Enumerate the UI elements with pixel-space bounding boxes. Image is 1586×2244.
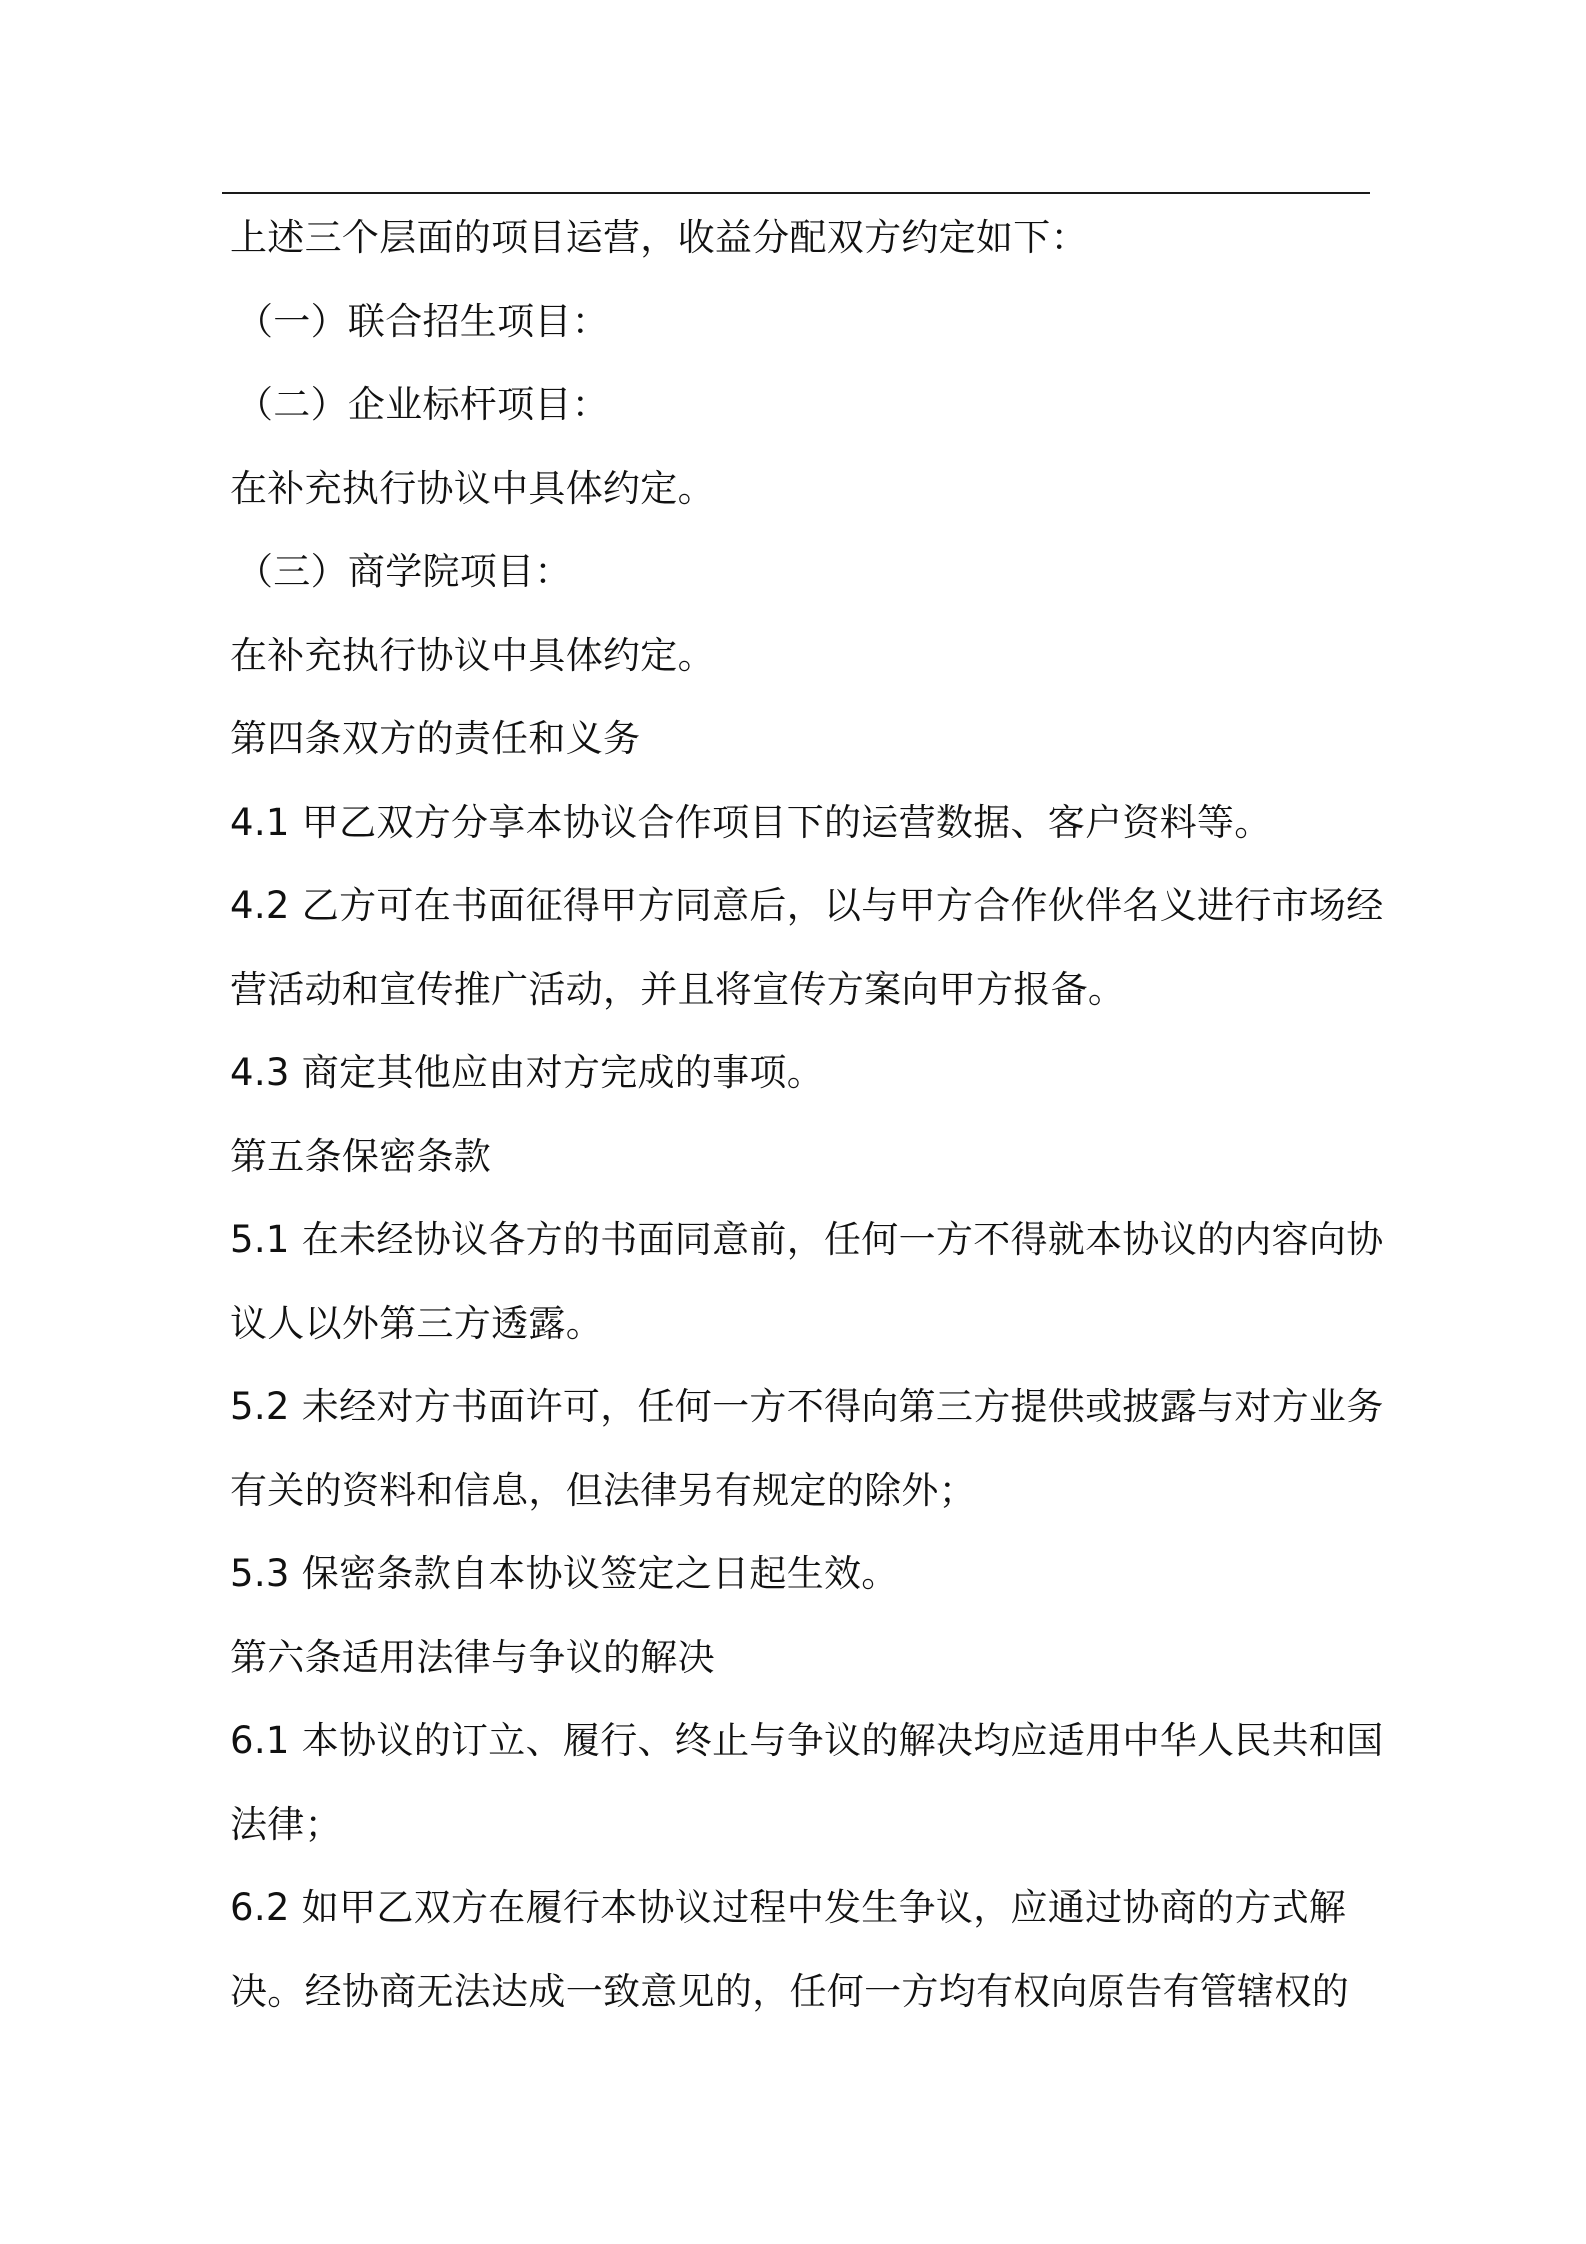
section-heading: 第五条保密条款 [230, 1134, 492, 1178]
text-line: 5.1 在未经协议各方的书面同意前，任何一方不得就本协议的内容向协 [230, 1218, 1384, 1261]
text-line: 6.2 如甲乙双方在履行本协议过程中发生争议，应通过协商的方式解 [230, 1886, 1347, 1929]
text-line: 4.3 商定其他应由对方完成的事项。 [230, 1051, 825, 1094]
text-line: （一）联合招生项目： [236, 299, 609, 343]
text-line: 5.2 未经对方书面许可，任何一方不得向第三方提供或披露与对方业务 [230, 1385, 1384, 1428]
text-line: 5.3 保密条款自本协议签定之日起生效。 [230, 1552, 899, 1595]
text-line: 4.1 甲乙双方分享本协议合作项目下的运营数据、客户资料等。 [230, 800, 1272, 844]
text-line: 在补充执行协议中具体约定。 [230, 633, 715, 677]
text-line: 议人以外第三方透露。 [230, 1301, 603, 1345]
text-line: （二）企业标杆项目： [236, 383, 609, 426]
text-line: 上述三个层面的项目运营，收益分配双方约定如下： [230, 216, 1088, 259]
header-rule [222, 192, 1370, 194]
document-body [230, 196, 1384, 2033]
text-line: 6.1 本协议的订立、履行、终止与争议的解决均应适用中华人民共和国 [230, 1719, 1384, 1762]
text-line: 法律； [230, 1802, 342, 1846]
section-heading: 第六条适用法律与争议的解决 [230, 1635, 715, 1679]
text-line: 在补充执行协议中具体约定。 [230, 466, 715, 510]
text-line: 4.2 乙方可在书面征得甲方同意后，以与甲方合作伙伴名义进行市场经 [230, 884, 1384, 927]
text-line: （三）商学院项目： [236, 550, 572, 593]
text-line: 有关的资料和信息，但法律另有规定的除外； [230, 1468, 976, 1512]
text-line: 营活动和宣传推广活动，并且将宣传方案向甲方报备。 [230, 967, 1126, 1011]
text-line: 决。经协商无法达成一致意见的，任何一方均有权向原告有管辖权的 [230, 1969, 1349, 2013]
section-heading: 第四条双方的责任和义务 [230, 717, 641, 760]
